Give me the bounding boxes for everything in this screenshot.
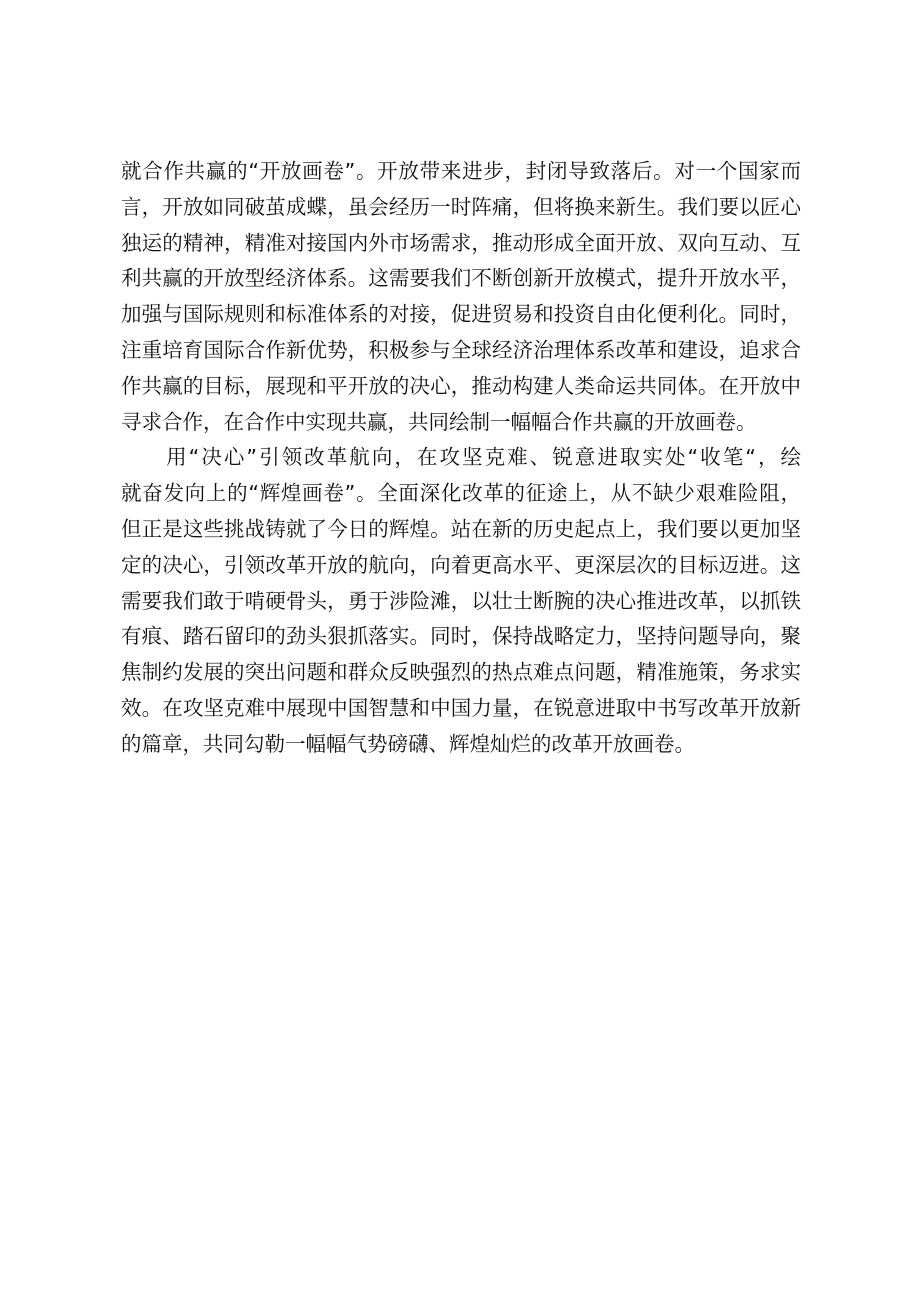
- text-line: 作共赢的目标，展现和平开放的决心，推动构建人类命运共同体。在开放中: [121, 373, 801, 398]
- paragraph-1: [121, 154, 801, 440]
- text-line: 用“决心”引领改革航向，在攻坚克难、锐意进取实处“收笔“，绘: [121, 445, 801, 470]
- text-line: 就奋发向上的“辉煌画卷”。全面深化改革的征途上，从不缺少艰难险阻，: [121, 481, 801, 506]
- text-line: 焦制约发展的突出问题和群众反映强烈的热点难点问题，精准施策，务求实: [121, 660, 801, 685]
- text-line: 寻求合作，在合作中实现共赢，共同绘制一幅幅合作共赢的开放画卷。: [121, 409, 757, 434]
- text-line: 的篇章，共同勾勒一幅幅气势磅礴、辉煌灿烂的改革开放画卷。: [121, 731, 695, 756]
- text-line: 言，开放如同破茧成蝶，虽会经历一时阵痛，但将换来新生。我们要以匠心: [121, 194, 801, 219]
- text-line: 定的决心，引领改革开放的航向，向着更高水平、更深层次的目标迈进。这: [121, 552, 801, 577]
- text-line: 利共赢的开放型经济体系。这需要我们不断创新开放模式，提升开放水平，: [121, 266, 801, 291]
- text-line: 需要我们敢于啃硬骨头，勇于涉险滩，以壮士断腕的决心推进改革，以抓铁: [121, 588, 801, 613]
- text-line: 注重培育国际合作新优势，积极参与全球经济治理体系改革和建设，追求合: [121, 337, 801, 362]
- text-line: 但正是这些挑战铸就了今日的辉煌。站在新的历史起点上，我们要以更加坚: [121, 516, 801, 541]
- text-line: 加强与国际规则和标准体系的对接，促进贸易和投资自由化便利化。同时，: [121, 302, 801, 327]
- text-line: 独运的精神，精准对接国内外市场需求，推动形成全面开放、双向互动、互: [121, 230, 801, 255]
- text-line: 效。在攻坚克难中展现中国智慧和中国力量，在锐意进取中书写改革开放新: [121, 695, 801, 720]
- body-text: [121, 154, 801, 763]
- paragraph-2: [121, 440, 801, 762]
- text-line: 就合作共赢的“开放画卷”。开放带来进步，封闭导致落后。对一个国家而: [121, 159, 801, 183]
- text-line: 有痕、踏石留印的劲头狠抓落实。同时，保持战略定力，坚持问题导向，聚: [121, 624, 801, 649]
